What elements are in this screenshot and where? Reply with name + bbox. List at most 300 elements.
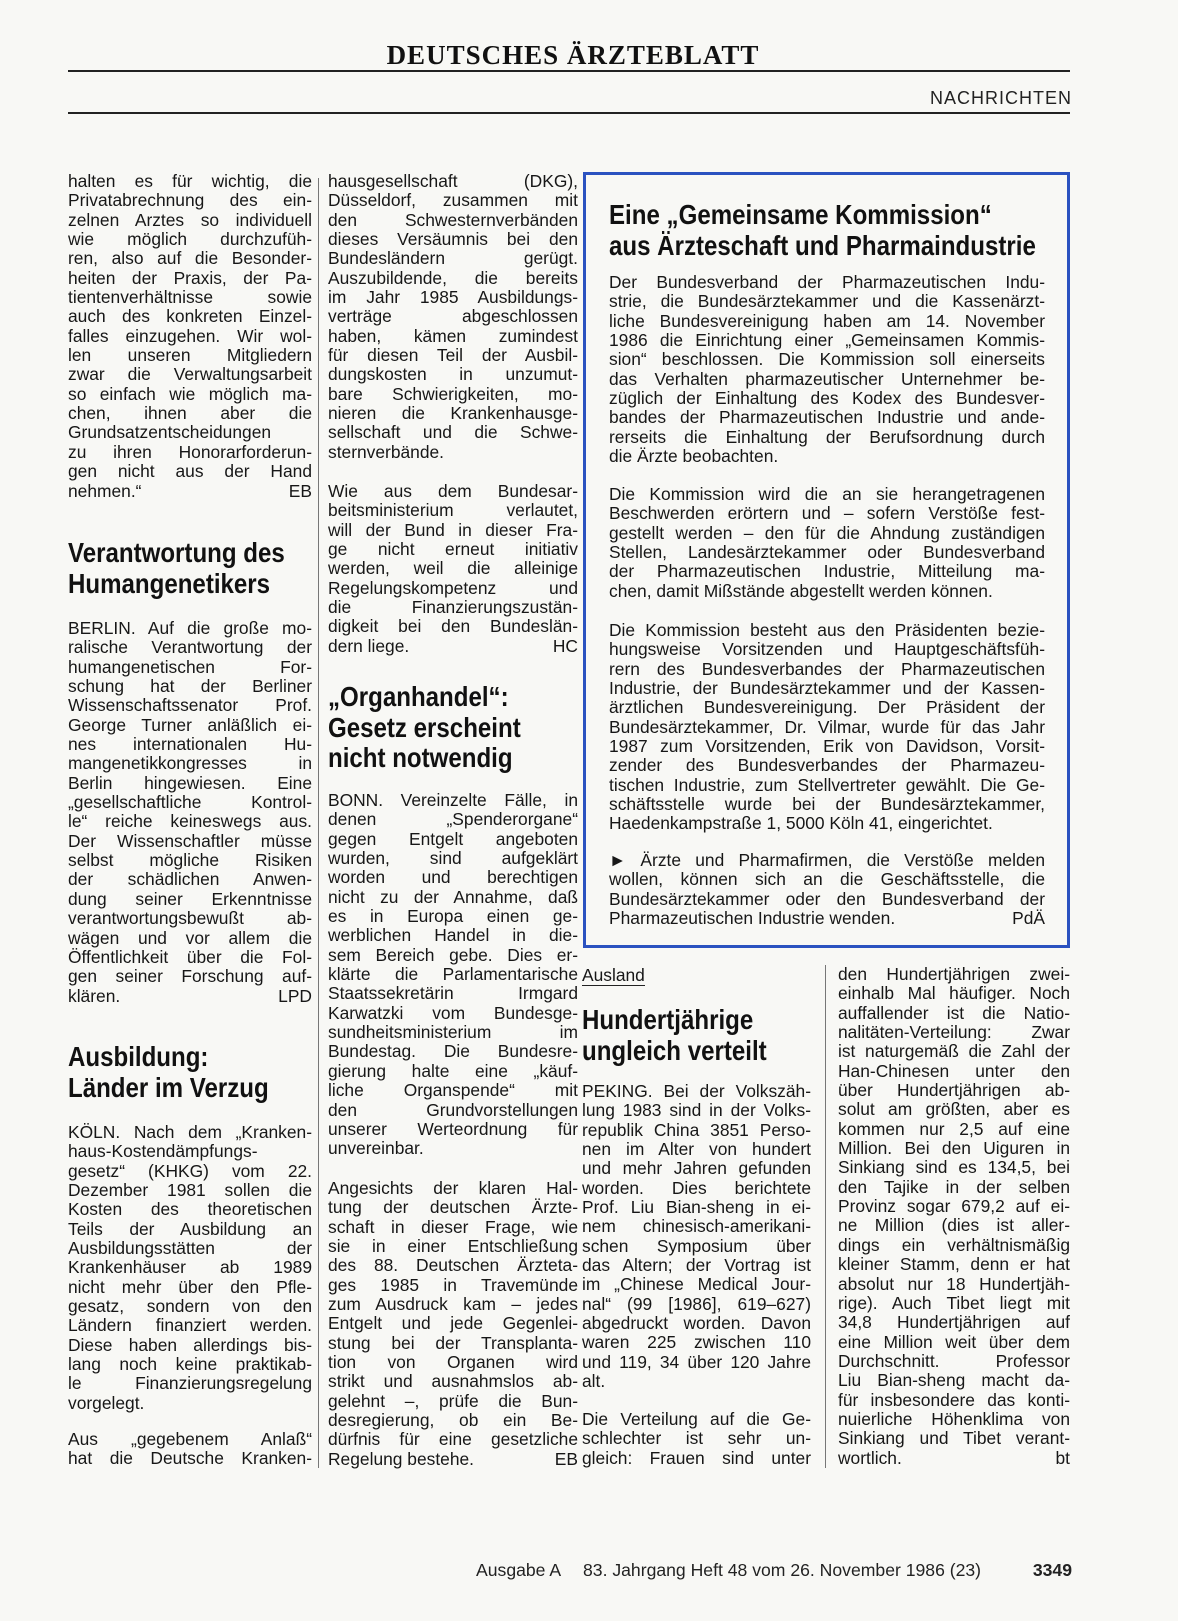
text-line <box>68 967 312 986</box>
text-line <box>68 462 312 481</box>
text-line-content: nem chinesisch-amerikani- <box>582 1216 811 1237</box>
text-line-content: PEKING. Bei der Volkszäh- <box>582 1081 811 1101</box>
text-line-content: tung der deutschen Ärzte- <box>328 1197 578 1218</box>
text-line-content: Million. Bei den Uiguren in <box>838 1138 1070 1159</box>
text-line-content: ist naturgemäß die Zahl der <box>838 1041 1070 1062</box>
text-line-content: sion“ beschlossen. Die Kommission soll einerseits <box>609 349 1045 370</box>
text-line-content: klärte die Parlamentarische <box>328 964 578 985</box>
text-line <box>838 1352 1070 1371</box>
text-line <box>68 211 312 230</box>
text-line-content: ren, also auf die Besonder- <box>68 248 312 269</box>
text-line <box>609 524 1045 543</box>
text-line <box>838 1042 1070 1061</box>
text-line <box>328 1392 578 1411</box>
text-line-content: dern liege. <box>328 635 410 656</box>
text-line <box>582 1140 811 1159</box>
text-line <box>68 365 312 384</box>
headline-line: Eine „Gemeinsame Kommission“ <box>609 199 992 230</box>
text-line <box>328 1372 578 1391</box>
text-line-content: nalitäten-Verteilung: Zwar <box>838 1022 1070 1043</box>
headline-line: ungleich verteilt <box>582 1034 767 1066</box>
rubric-wrap <box>582 965 645 986</box>
text-line <box>838 1391 1070 1410</box>
text-line <box>838 1062 1070 1081</box>
text-line-content: gen seiner Forschung auf- <box>68 966 312 987</box>
text-line <box>328 946 578 965</box>
text-line-content: gestellt werden – den für die Ahndung zuständigen <box>609 522 1045 543</box>
text-line-content: schäftsstelle wurde bei der Bundesärztekammer, <box>609 794 1045 815</box>
text-line-content: ralische Verantwortung der <box>68 637 312 658</box>
text-line <box>609 504 1045 523</box>
text-line-content: „gesellschaftliche Kontrol- <box>68 792 312 813</box>
text-line <box>68 870 312 889</box>
article-body <box>68 619 312 1006</box>
text-line <box>328 230 578 249</box>
text-line <box>68 929 312 948</box>
text-line-content: schen Symposium über <box>582 1235 811 1256</box>
author-initials: bt <box>1055 1447 1070 1468</box>
text-line <box>68 1142 312 1161</box>
text-line <box>838 1081 1070 1100</box>
text-line <box>68 774 312 793</box>
article-body <box>68 1430 312 1469</box>
text-line <box>68 1278 312 1297</box>
text-line-content: wägen und vor allem die <box>68 927 312 948</box>
text-line-content: Provinz sogar 679,2 auf ei- <box>838 1196 1070 1217</box>
article-headline <box>328 682 578 774</box>
text-line-content: Ausbildungsstätten der <box>68 1238 312 1259</box>
text-line <box>609 679 1045 698</box>
text-line <box>328 211 578 230</box>
text-line-content: Kosten des theoretischen <box>68 1199 312 1220</box>
text-line <box>68 404 312 423</box>
text-line <box>328 501 578 520</box>
text-line-content: züglich der Einhaltung des Kodex des Bundesver- <box>609 388 1045 409</box>
text-line <box>328 926 578 945</box>
text-line <box>328 191 578 210</box>
text-line <box>609 447 1045 466</box>
text-line <box>68 1297 312 1316</box>
text-line-content: nieren die Krankenhausge- <box>328 403 578 424</box>
text-line-content: strie, die Bundesärztekammer und die Kassenärzt- <box>609 291 1045 312</box>
text-line-content: Die Kommission besteht aus den Präsidenten bezie- <box>609 620 1045 640</box>
text-line-content: republik China 3851 Perso- <box>582 1119 811 1140</box>
text-line <box>68 793 312 812</box>
text-line-content: auch des konkreten Einzel- <box>68 306 312 327</box>
text-line <box>68 1336 312 1355</box>
article-body <box>328 482 578 656</box>
text-line <box>68 1162 312 1181</box>
text-line-content: ärztlichen Bundesvereinigung. Der Präsident der <box>609 697 1045 718</box>
text-line-content: schlechter ist sehr un- <box>582 1428 811 1449</box>
text-line-content: gleich: Frauen sind unter <box>582 1447 811 1468</box>
article-body <box>68 1123 312 1413</box>
text-line <box>328 1062 578 1081</box>
text-line <box>838 1004 1070 1023</box>
text-line <box>328 1004 578 1023</box>
text-line-content: den Hundertjährigen zwei- <box>838 964 1070 984</box>
text-line <box>609 776 1045 795</box>
text-line-content: chen, ihnen aber die <box>68 403 312 424</box>
text-line <box>838 965 1070 984</box>
text-line-content: denen „Spenderorgane“ <box>328 809 578 830</box>
text-line <box>609 408 1045 427</box>
text-line-content: Pharmazeutischen Industrie wenden. <box>609 908 896 929</box>
text-line-content: zwar die Verwaltungsarbeit <box>68 364 312 385</box>
text-line <box>582 1449 811 1468</box>
text-line-content: ► Ärzte und Pharmafirmen, die Verstöße melden <box>609 850 1045 870</box>
text-line <box>838 1120 1070 1139</box>
text-line <box>68 1239 312 1258</box>
text-line-content: hausgesellschaft (DKG), <box>328 171 578 191</box>
text-line-content: Industrie, der Bundesärztekammer und der Kassen- <box>609 678 1045 699</box>
text-line-content: hungsweise Vorsitzenden und Hauptgeschäftsfüh- <box>609 639 1045 660</box>
text-line <box>582 1121 811 1140</box>
text-line-content: alt. <box>582 1371 606 1392</box>
text-line-content: verträge abgeschlossen <box>328 306 578 327</box>
text-line-content: dieses Versäumnis bei den <box>328 229 578 250</box>
text-line <box>838 984 1070 1003</box>
text-line-content: wollen, können sich an die Geschäftsstelle, die <box>609 869 1045 890</box>
headline-line: Länder im Verzug <box>68 1071 269 1103</box>
text-line-content: zender des Bundesverbandes der Pharmazeu- <box>609 755 1045 776</box>
text-line-content: lung 1983 sind in der Volks- <box>582 1100 811 1121</box>
text-line-content: den Schwesternverbänden <box>328 209 578 230</box>
text-line <box>68 716 312 735</box>
text-line <box>68 696 312 715</box>
page-number: 3349 <box>1032 1560 1072 1580</box>
text-line <box>838 1197 1070 1216</box>
text-line-content: im „Chinese Medical Jour- <box>582 1274 811 1295</box>
text-line <box>328 1139 578 1158</box>
text-line-content: BERLIN. Auf die große mo- <box>68 618 312 638</box>
text-line <box>328 791 578 810</box>
text-line <box>68 677 312 696</box>
text-line <box>609 756 1045 775</box>
masthead-rule <box>68 70 1070 72</box>
text-line <box>68 327 312 346</box>
text-line-content: Liu Bian-sheng macht da- <box>838 1370 1070 1391</box>
text-line-content: zum Ausdruck kam – jedes <box>328 1294 578 1315</box>
text-line <box>328 1198 578 1217</box>
text-line <box>328 1101 578 1120</box>
text-line-content: die Ärzte beobachten. <box>609 446 779 467</box>
text-line <box>609 350 1045 369</box>
text-line <box>328 385 578 404</box>
text-line <box>68 735 312 754</box>
text-line-content: nehmen.“ <box>68 480 142 501</box>
text-line <box>609 389 1045 408</box>
author-initials: EB <box>288 480 312 501</box>
text-line <box>68 909 312 928</box>
text-line-content: für insbesondere das konti- <box>838 1389 1070 1410</box>
text-line-content: Angesichts der klaren Hal- <box>328 1178 578 1198</box>
text-line <box>582 1198 811 1217</box>
text-line <box>609 909 1045 928</box>
text-line-content: nicht mehr über den Pfle- <box>68 1276 312 1297</box>
text-line-content: stung bei der Transplanta- <box>328 1332 578 1353</box>
text-line <box>68 1258 312 1277</box>
text-line <box>68 1316 312 1335</box>
text-line-content: wie möglich durchzufüh- <box>68 229 312 250</box>
text-line <box>68 230 312 249</box>
text-line-content: ge nicht erneut initiativ <box>328 539 578 560</box>
text-line-content: absolut nur 18 Hundertjäh- <box>838 1273 1070 1294</box>
text-line <box>68 1449 312 1468</box>
headline-line: nicht notwendig <box>328 742 513 773</box>
text-line <box>328 249 578 268</box>
text-line <box>838 1158 1070 1177</box>
text-line <box>838 1023 1070 1042</box>
article-headline <box>68 1042 312 1103</box>
text-line <box>838 1275 1070 1294</box>
text-line <box>609 795 1045 814</box>
text-line-content: digkeit bei den Bundeslän- <box>328 616 578 637</box>
author-initials: PdÄ <box>1012 908 1045 929</box>
text-line <box>609 370 1045 389</box>
text-line-content: falles einzugehen. Wir wol- <box>68 325 312 346</box>
article-body <box>609 621 1045 834</box>
text-line <box>328 423 578 442</box>
text-line <box>609 814 1045 833</box>
text-line <box>328 172 578 191</box>
text-line-content: sundheitsministerium im <box>328 1022 578 1043</box>
text-line <box>838 1313 1070 1332</box>
text-line-content: tientenverhältnisse sowie <box>68 287 312 308</box>
text-line <box>609 292 1045 311</box>
text-line-content: abgedruckt worden. Davon <box>582 1313 811 1334</box>
text-line <box>582 1217 811 1236</box>
text-line <box>609 698 1045 717</box>
text-line-content: Privatabrechnung des ein- <box>68 190 312 211</box>
text-line <box>68 812 312 831</box>
text-line <box>609 870 1045 889</box>
text-line-content: sie in einer Entschließung <box>328 1236 578 1257</box>
text-line <box>328 269 578 288</box>
text-line <box>609 621 1045 640</box>
section-label: NACHRICHTEN <box>929 88 1072 108</box>
text-line-content: eine Million weit über dem <box>838 1331 1070 1352</box>
column-rule <box>825 965 826 1468</box>
text-line <box>68 1430 312 1449</box>
text-line-content: dung seiner Erkenntnisse <box>68 888 312 909</box>
text-line <box>328 482 578 501</box>
text-line <box>328 1042 578 1061</box>
text-line <box>609 562 1045 581</box>
text-line-content: zu ihren Honorarforderun- <box>68 441 312 462</box>
text-line-content: le Finanzierungsregelung <box>68 1373 312 1394</box>
text-line-content: mangenetikkongresses in <box>68 753 312 774</box>
text-line <box>582 1429 811 1448</box>
article-continuation <box>68 172 312 501</box>
text-line <box>582 1179 811 1198</box>
text-line <box>328 579 578 598</box>
text-line-content: gelehnt –, prüfe die Bun- <box>328 1390 578 1411</box>
text-line <box>68 1374 312 1393</box>
text-line-content: es in Europa einen ge- <box>328 906 578 927</box>
text-line-content: schung hat der Berliner <box>68 676 312 697</box>
text-line-content: wortlich. <box>838 1447 902 1468</box>
text-line <box>609 312 1045 331</box>
text-line <box>328 1179 578 1198</box>
text-line <box>68 890 312 909</box>
text-line-content: verantwortungsbewußt ab- <box>68 908 312 929</box>
text-line-content: Han-Chinesen unter den <box>838 1060 1070 1081</box>
text-line-content: halten es für wichtig, die <box>68 171 312 191</box>
text-line <box>328 810 578 829</box>
text-line-content: werden, weil die alleinige <box>328 558 578 579</box>
text-line-content: Entgelt und jede Gegenlei- <box>328 1313 578 1334</box>
text-line <box>582 1353 811 1372</box>
footer-edition: Ausgabe A <box>476 1560 562 1580</box>
text-line <box>609 890 1045 909</box>
text-line <box>838 1236 1070 1255</box>
text-line-content: strikt und ausnahmslos ab- <box>328 1371 578 1392</box>
text-line-content: gegen Entgelt angeboten <box>328 828 578 849</box>
text-line-content: und mehr Jahren gefunden <box>582 1158 811 1179</box>
text-line <box>328 288 578 307</box>
text-line-content: Ländern finanziert werden. <box>68 1315 312 1336</box>
text-line-content: KÖLN. Nach dem „Kranken- <box>68 1122 312 1142</box>
text-line <box>68 1200 312 1219</box>
headline-line: „Organhandel“: <box>328 681 509 712</box>
headline-line: Gesetz erscheint <box>328 711 521 743</box>
text-line-content: 1987 zum Vorsitzenden, Erik von Davidson, Vorsit- <box>609 736 1045 757</box>
text-line-content: Bundestag. Die Bundesre- <box>328 1041 578 1062</box>
article-body <box>328 1179 578 1469</box>
text-line-content: haben, kämen zumindest <box>328 325 578 346</box>
text-line <box>68 1181 312 1200</box>
text-line-content: len unseren Mitgliedern <box>68 345 312 366</box>
text-line-content: Staatssekretärin Irmgard <box>328 983 578 1004</box>
text-line-content: Prof. Liu Bian-sheng in ei- <box>582 1197 811 1218</box>
author-initials: LPD <box>278 985 312 1006</box>
text-line-content: der Pharmazeutischen Industrie, Mitteilung ma- <box>609 561 1045 582</box>
text-line-content: vorgelegt. <box>68 1392 145 1413</box>
text-line <box>328 1081 578 1100</box>
text-line <box>68 987 312 1006</box>
text-line <box>328 617 578 636</box>
text-line <box>328 1256 578 1275</box>
text-line <box>68 851 312 870</box>
text-line <box>328 559 578 578</box>
article-body <box>328 791 578 1159</box>
author-initials: EB <box>554 1448 578 1469</box>
text-line <box>838 1216 1070 1235</box>
text-line-content: nes internationalen Hu- <box>68 734 312 755</box>
footer-issue: 83. Jahrgang Heft 48 vom 26. November 1986 (23) <box>583 1560 982 1580</box>
text-line-content: Bundesärztekammer, Dr. Vilmar, wurde für das Jahr <box>609 716 1045 737</box>
article-body <box>609 273 1045 466</box>
text-line <box>838 1255 1070 1274</box>
masthead-title: DEUTSCHES ÄRZTEBLATT <box>386 40 760 70</box>
text-line-content: im Jahr 1985 Ausbildungs- <box>328 287 578 308</box>
text-line <box>328 1295 578 1314</box>
headline-line: Humangenetikers <box>68 567 271 599</box>
text-line <box>609 543 1045 562</box>
text-line-content: lang noch keine praktikab- <box>68 1354 312 1375</box>
text-line-content: humangenetischen For- <box>68 656 312 677</box>
text-line <box>328 521 578 540</box>
text-line-content: waren 225 zwischen 110 <box>582 1332 811 1353</box>
text-line <box>838 1410 1070 1429</box>
text-line <box>609 851 1045 870</box>
text-line <box>68 658 312 677</box>
text-line-content: liche Bundesvereinigung haben am 14. November <box>609 310 1045 331</box>
text-line <box>68 1123 312 1142</box>
text-line-content: werblichen Handel in die- <box>328 925 578 946</box>
text-line <box>328 849 578 868</box>
text-line-content: bandes der Pharmazeutischen Industrie und ande- <box>609 407 1045 428</box>
text-line <box>328 1450 578 1469</box>
text-line <box>68 443 312 462</box>
text-line-content: das Verhalten pharmazeutischer Unternehmer be- <box>609 368 1045 389</box>
text-line-content: le“ reiche keineswegs aus. <box>68 811 312 832</box>
text-line <box>328 1314 578 1333</box>
text-line <box>328 830 578 849</box>
text-line <box>328 984 578 1003</box>
text-line-content: Aus „gegebenem Anlaß“ <box>68 1429 312 1449</box>
text-line <box>838 1333 1070 1352</box>
text-line-content: für diesen Teil der Ausbil- <box>328 345 578 366</box>
text-line-content: den Tajike in der selben <box>838 1176 1070 1197</box>
text-line-content: klären. <box>68 985 121 1006</box>
text-line-content: kommen nur 2,5 auf eine <box>838 1118 1070 1139</box>
text-line-content: bare Schwierigkeiten, mo- <box>328 383 578 404</box>
text-line <box>68 269 312 288</box>
text-line-content: 1986 die Einrichtung einer „Gemeinsamen Kommis- <box>609 330 1045 351</box>
text-line-content: Stellen, Landesärztekammer oder Bundesverband <box>609 542 1045 563</box>
article-body <box>582 1410 811 1468</box>
text-line <box>328 1120 578 1139</box>
text-line-content: Dezember 1981 sollen die <box>68 1180 312 1201</box>
text-line-content: dings ein verhältnismäßig <box>838 1234 1070 1255</box>
text-line-content: kleiner Stamm, denn er hat <box>838 1254 1070 1275</box>
text-line-content: Teils der Ausbildung an <box>68 1218 312 1239</box>
article-body <box>609 485 1045 601</box>
text-line <box>609 640 1045 659</box>
text-line <box>328 1237 578 1256</box>
column-rule <box>318 178 319 1468</box>
text-line-content: gesetz“ (KHKG) vom 22. <box>68 1160 312 1181</box>
text-line <box>68 191 312 210</box>
text-line-content: wurden, sind aufgeklärt <box>328 848 578 869</box>
text-line <box>328 637 578 656</box>
text-line <box>328 907 578 926</box>
text-line-content: Karwatzki vom Bundesge- <box>328 1002 578 1023</box>
text-line <box>838 1429 1070 1448</box>
text-line-content: Bundesärztekammer oder den Bundesverband der <box>609 888 1045 909</box>
headline-line: Ausbildung: <box>68 1041 209 1072</box>
text-line-content: Durchschnitt. Professor <box>838 1350 1070 1371</box>
text-line <box>328 868 578 887</box>
article-headline <box>68 538 312 599</box>
text-line-content: nen im Alter von hundert <box>582 1139 811 1160</box>
text-line-content: Düsseldorf, zusammen mit <box>328 190 578 211</box>
text-line-content: rerseits die Einhaltung der Berufsordnung durch <box>609 426 1045 447</box>
text-line <box>68 1220 312 1239</box>
text-line-content: Der Wissenschaftler müsse <box>68 830 312 851</box>
text-line-content: Die Kommission wird die an sie herangetragenen <box>609 484 1045 504</box>
text-line <box>582 1372 811 1391</box>
text-line <box>328 1276 578 1295</box>
text-line <box>68 619 312 638</box>
text-line-content: nicht zu der Annahme, daß <box>328 886 578 907</box>
text-line-content: sellschaft und die Schwe- <box>328 422 578 443</box>
rubric-label: Ausland <box>582 965 645 985</box>
text-line <box>328 598 578 617</box>
article-body <box>838 965 1070 1468</box>
